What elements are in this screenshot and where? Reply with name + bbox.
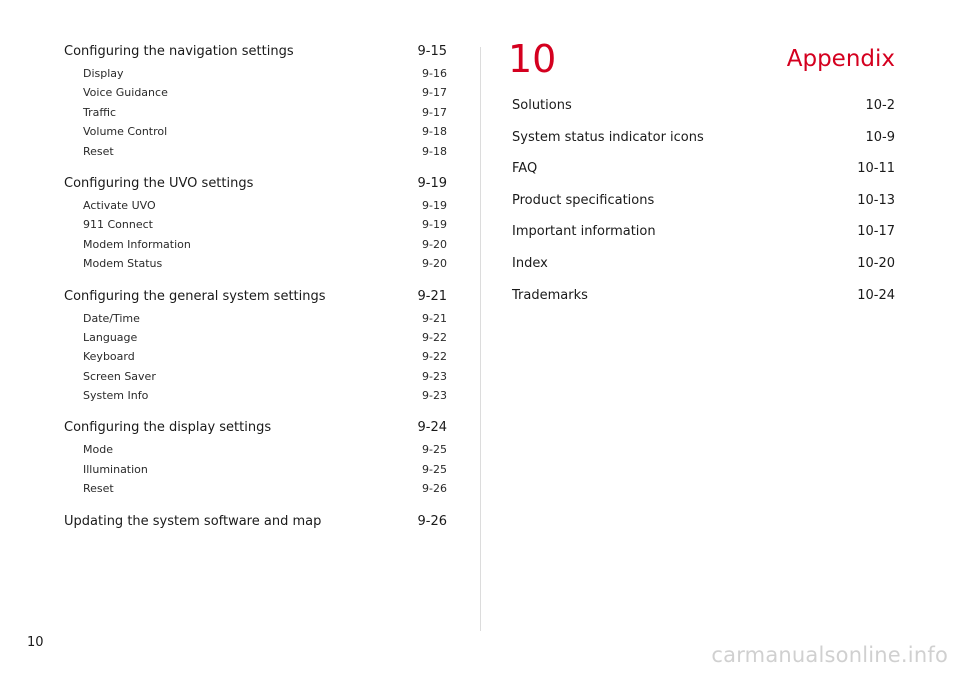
toc-subentry[interactable] [64,386,447,405]
toc-subentry[interactable] [64,142,447,161]
toc-subentry-title: Activate UVO [83,198,156,212]
toc-subentry[interactable] [64,440,447,459]
chapter-entry[interactable] [512,122,895,154]
toc-section-title: Configuring the UVO settings [64,175,254,191]
toc-subentry-page: 9-20 [422,257,447,271]
toc-subentry-page: 9-16 [422,67,447,80]
chapter-entry-title: System status indicator icons [512,129,704,145]
toc-subentry-page: 9-25 [422,462,447,476]
toc-subentry[interactable] [64,347,447,366]
toc-subentry[interactable] [64,103,447,122]
toc-subentry-title: Reset [83,482,114,496]
chapter-entry[interactable] [512,90,895,122]
toc-section [64,285,447,406]
toc-subentry[interactable] [64,479,447,498]
toc-subentry-page: 9-17 [422,105,447,119]
toc-subentry[interactable] [64,309,447,328]
chapter-entry-page: 10-20 [857,255,895,271]
toc-subentry-title: Traffic [83,105,117,119]
toc-subentry[interactable] [64,64,447,83]
toc-section-title: Configuring the display settings [64,420,272,436]
toc-section-title: Configuring the navigation settings [64,44,294,59]
chapter-entry-page: 10-24 [857,287,895,303]
toc-subentry[interactable] [64,215,447,234]
toc-subentry[interactable] [64,460,447,479]
toc-section-page: 9-26 [417,513,447,529]
chapter-entry-title: Solutions [512,98,572,113]
toc-subentry-page: 9-18 [422,144,447,158]
toc-right-column [508,37,895,311]
toc-section-page: 9-24 [417,420,447,436]
toc-section-entry[interactable] [64,285,447,309]
column-divider [480,47,481,631]
toc-section-entry[interactable] [64,40,447,64]
chapter-entry-title: Important information [512,224,656,240]
toc-subentry-page: 9-21 [422,311,447,325]
chapter-entry-page: 10-2 [865,98,895,113]
toc-subentry[interactable] [64,235,447,254]
toc-subentry-title: Date/Time [83,311,140,325]
toc-subentry-title: Mode [83,443,113,457]
toc-subentry-page: 9-22 [422,350,447,364]
chapter-entry-page: 10-17 [857,224,895,240]
toc-subentry-title: 911 Connect [83,218,153,232]
chapter-entry[interactable] [512,185,895,217]
toc-subentry-title: Screen Saver [83,369,156,383]
toc-section [64,416,447,498]
page-number: 10 [27,635,44,650]
toc-subentry-page: 9-18 [422,125,447,139]
toc-subentry[interactable] [64,254,447,273]
toc-subentry-title: Modem Status [83,257,163,271]
chapter-title: Appendix [786,46,895,72]
toc-subentry-page: 9-19 [422,218,447,232]
chapter-entry[interactable] [512,248,895,280]
toc-subentry-page: 9-17 [422,86,447,100]
toc-subentry[interactable] [64,83,447,102]
toc-section [64,172,447,274]
toc-section [64,510,447,534]
chapter-entry-page: 10-9 [865,129,895,145]
toc-subentry-page: 9-20 [422,237,447,251]
toc-subentry-page: 9-23 [422,389,447,403]
chapter-header [508,37,895,84]
toc-section-page: 9-21 [417,288,447,304]
toc-section-title: Updating the system software and map [64,513,322,529]
toc-section-page: 9-19 [417,175,447,191]
toc-section-entry[interactable] [64,416,447,440]
toc-subentry-title: Language [83,330,138,344]
toc-subentry-title: Volume Control [83,125,168,139]
toc-subentry-title: Display [83,67,124,80]
toc-left-column [64,40,447,545]
chapter-number: 10 [508,37,557,81]
toc-section [64,40,447,161]
chapter-entry-page: 10-11 [857,161,895,177]
toc-subentry-title: Voice Guidance [83,86,168,100]
toc-section-page: 9-15 [417,44,447,59]
chapter-entry[interactable] [512,280,895,312]
toc-section-title: Configuring the general system settings [64,288,326,304]
chapter-entry-list [512,90,895,311]
toc-subentry-page: 9-22 [422,330,447,344]
toc-section-entry[interactable] [64,172,447,196]
toc-subentry-title: System Info [83,389,149,403]
toc-subentry[interactable] [64,328,447,347]
toc-subentry-title: Illumination [83,462,148,476]
toc-subentry[interactable] [64,367,447,386]
toc-subentry-page: 9-19 [422,198,447,212]
toc-subentry-title: Modem Information [83,237,191,251]
toc-subentry-page: 9-25 [422,443,447,457]
chapter-entry-title: Product specifications [512,192,655,208]
toc-subentry[interactable] [64,196,447,215]
toc-section-entry[interactable] [64,510,447,534]
chapter-entry[interactable] [512,216,895,248]
toc-subentry-title: Reset [83,144,114,158]
chapter-entry-title: FAQ [512,161,538,177]
chapter-entry-page: 10-13 [857,192,895,208]
chapter-entry-title: Trademarks [512,287,588,303]
toc-subentry[interactable] [64,122,447,141]
toc-subentry-page: 9-26 [422,482,447,496]
toc-subentry-title: Keyboard [83,350,135,364]
watermark-text: carmanualsonline.info [711,643,948,667]
chapter-entry[interactable] [512,153,895,185]
toc-subentry-page: 9-23 [422,369,447,383]
chapter-entry-title: Index [512,255,548,271]
